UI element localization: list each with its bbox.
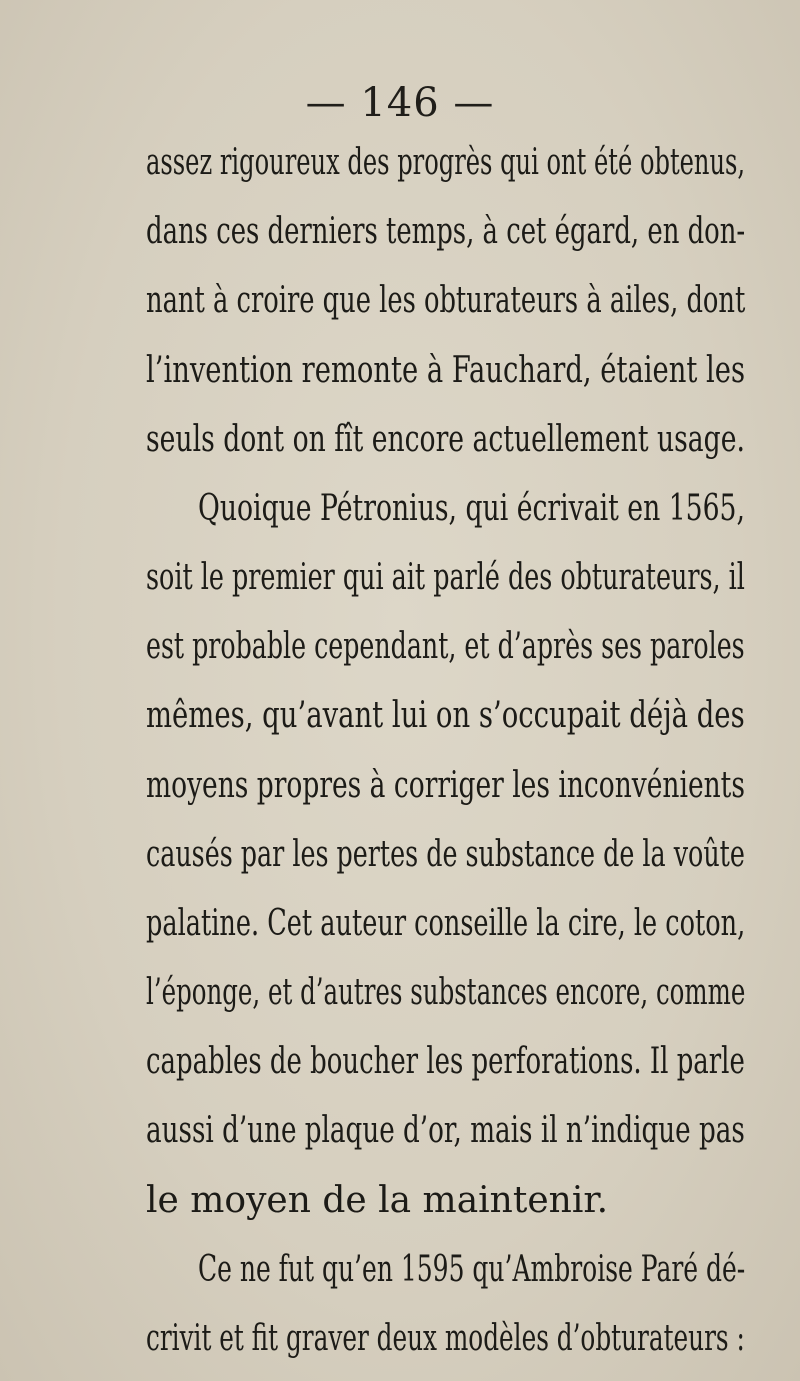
text-line: est probable cependant, et d’après ses paroles bbox=[146, 626, 745, 668]
page-number: — 146 — bbox=[305, 80, 495, 126]
text-line: mêmes, qu’avant lui on s’occupait déjà des bbox=[146, 695, 745, 737]
text-line: soit le premier qui ait parlé des obturateurs, il bbox=[146, 557, 745, 599]
text-line: aussi d’une plaque d’or, mais il n’indique pas bbox=[146, 1110, 745, 1152]
text-line: seuls dont on fît encore actuellement usage. bbox=[146, 418, 745, 460]
text-line: palatine. Cet auteur conseille la cire, le coton, bbox=[146, 902, 746, 944]
text-line: le moyen de la maintenir. bbox=[146, 1179, 609, 1221]
text-line: capables de boucher les perforations. Il parle bbox=[146, 1041, 745, 1083]
text-line: Ce ne fut qu’en 1595 qu’Ambroise Paré dé- bbox=[198, 1248, 746, 1290]
text-line: assez rigoureux des progrès qui ont été obtenus, bbox=[146, 142, 746, 183]
text-line: nant à croire que les obturateurs à ailes, dont bbox=[146, 280, 746, 322]
text-line: dans ces derniers temps, à cet égard, en don- bbox=[146, 211, 746, 253]
text-line: causés par les pertes de substance de la voûte bbox=[146, 833, 745, 875]
text-line: moyens propres à corriger les inconvénients bbox=[146, 764, 745, 806]
text-line: Quoique Pétronius, qui écrivait en 1565, bbox=[198, 487, 745, 529]
text-line: l’éponge, et d’autres substances encore, comme bbox=[146, 972, 746, 1014]
text-line: l’invention remonte à Fauchard, étaient les bbox=[146, 349, 746, 391]
text-line: crivit et fit graver deux modèles d’obturateurs : bbox=[146, 1318, 745, 1359]
